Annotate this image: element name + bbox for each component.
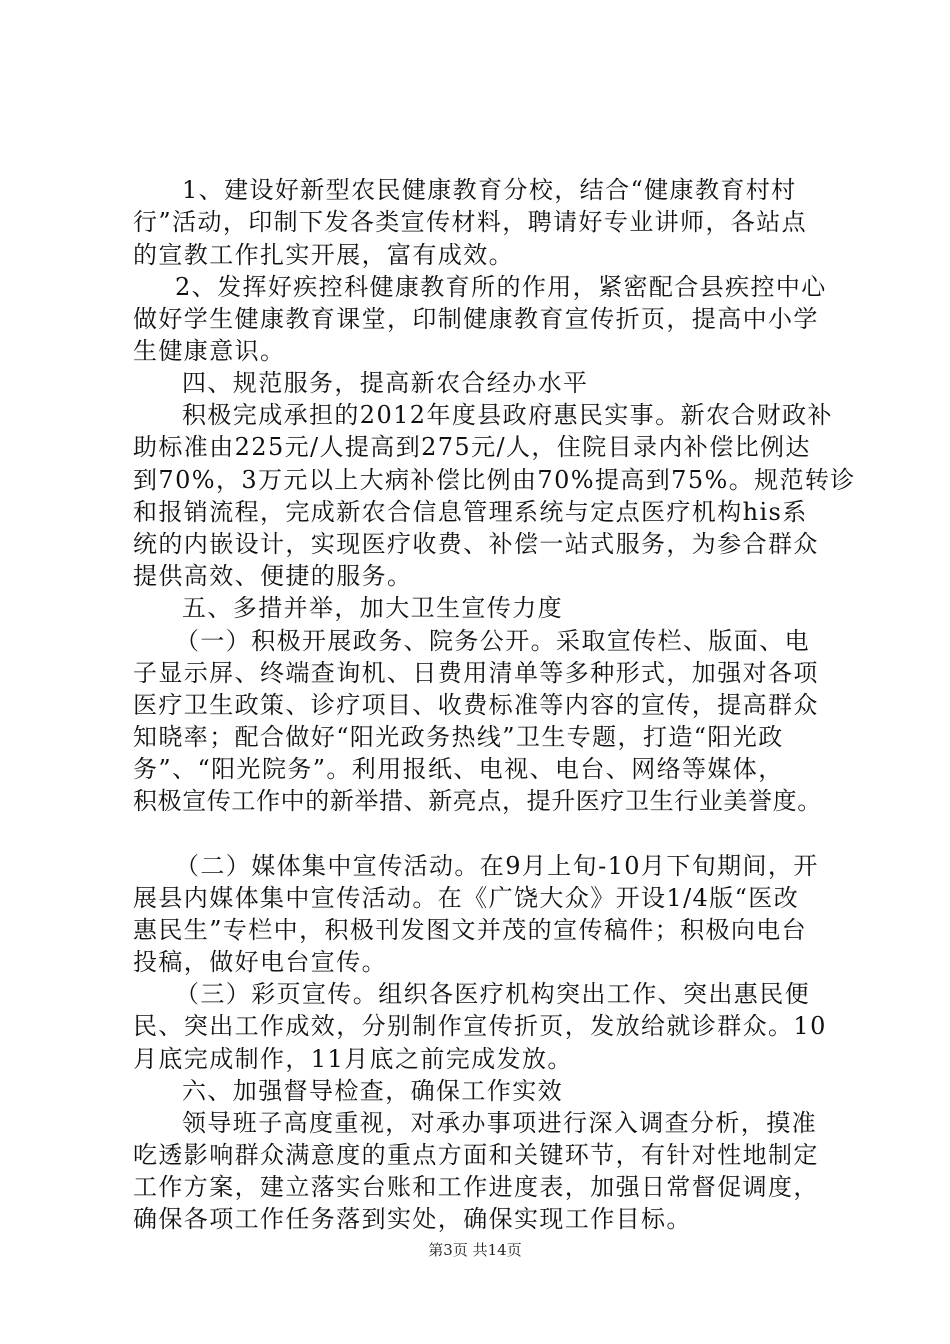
text-line: 积极完成承担的2012年度县政府惠民实事。新农合财政补 [182, 401, 833, 429]
text-line: 民、突出工作成效，分别制作宣传折页，发放给就诊群众。10 [133, 1012, 827, 1040]
text-line: 领导班子高度重视，对承办事项进行深入调查分析，摸准 [182, 1109, 817, 1137]
text-line: 月底完成制作，11月底之前完成发放。 [133, 1045, 573, 1073]
text-line: 惠民生”专栏中，积极刊发图文并茂的宣传稿件；积极向电台 [133, 916, 808, 944]
text-line: 知晓率；配合做好“阳光政务热线”卫生专题，打造“阳光政 [133, 723, 784, 751]
text-line: （一）积极开展政务、院务公开。采取宣传栏、版面、电 [175, 627, 810, 655]
text-line: 助标准由225元/人提高到275元/人，住院目录内补偿比例达 [133, 433, 811, 461]
text-line: 统的内嵌设计，实现医疗收费、补偿一站式服务，为参合群众 [133, 530, 819, 558]
text-line: 1、建设好新型农民健康教育分校，结合“健康教育村村 [182, 176, 797, 204]
text-line: 子显示屏、终端查询机、日费用清单等多种形式，加强对各项 [133, 659, 819, 687]
text-line: 投稿，做好电台宣传。 [133, 948, 387, 976]
text-line: 和报销流程，完成新农合信息管理系统与定点医疗机构his系 [133, 498, 808, 526]
section-heading: 五、多措并举，加大卫生宣传力度 [182, 594, 563, 622]
text-line: 到70%，3万元以上大病补偿比例由70%提高到75%。规范转诊 [133, 466, 856, 494]
text-line: 吃透影响群众满意度的重点方面和关键环节，有针对性地制定 [133, 1141, 819, 1169]
text-line: 2、发挥好疾控科健康教育所的作用，紧密配合县疾控中心 [175, 273, 827, 301]
text-line: （三）彩页宣传。组织各医疗机构突出工作、突出惠民便 [175, 980, 810, 1008]
text-line: 积极宣传工作中的新举措、新亮点，提升医疗卫生行业美誉度。 [133, 787, 822, 815]
section-heading: 六、加强督导检查，确保工作实效 [182, 1077, 563, 1105]
text-line: 务”、“阳光院务”。利用报纸、电视、电台、网络等媒体， [133, 755, 784, 783]
text-line: 医疗卫生政策、诊疗项目、收费标准等内容的宣传，提高群众 [133, 691, 819, 719]
text-line: 生健康意识。 [133, 337, 286, 365]
text-line: 行”活动，印制下发各类宣传材料，聘请好专业讲师，各站点 [133, 208, 808, 236]
section-heading: 四、规范服务，提高新农合经办水平 [182, 369, 589, 397]
text-line: 做好学生健康教育课堂，印制健康教育宣传折页，提高中小学 [133, 305, 819, 333]
text-line: （二）媒体集中宣传活动。在9月上旬-10月下旬期间，开 [175, 852, 819, 880]
page-number: 第3页 共14页 [428, 1241, 522, 1259]
text-line: 提供高效、便捷的服务。 [133, 562, 413, 590]
text-line: 工作方案，建立落实台账和工作进度表，加强日常督促调度， [133, 1173, 819, 1201]
text-line: 确保各项工作任务落到实处，确保实现工作目标。 [133, 1205, 692, 1233]
text-line: 展县内媒体集中宣传活动。在《广饶大众》开设1/4版“医改 [133, 884, 800, 912]
text-line: 的宣教工作扎实开展，富有成效。 [133, 241, 514, 269]
